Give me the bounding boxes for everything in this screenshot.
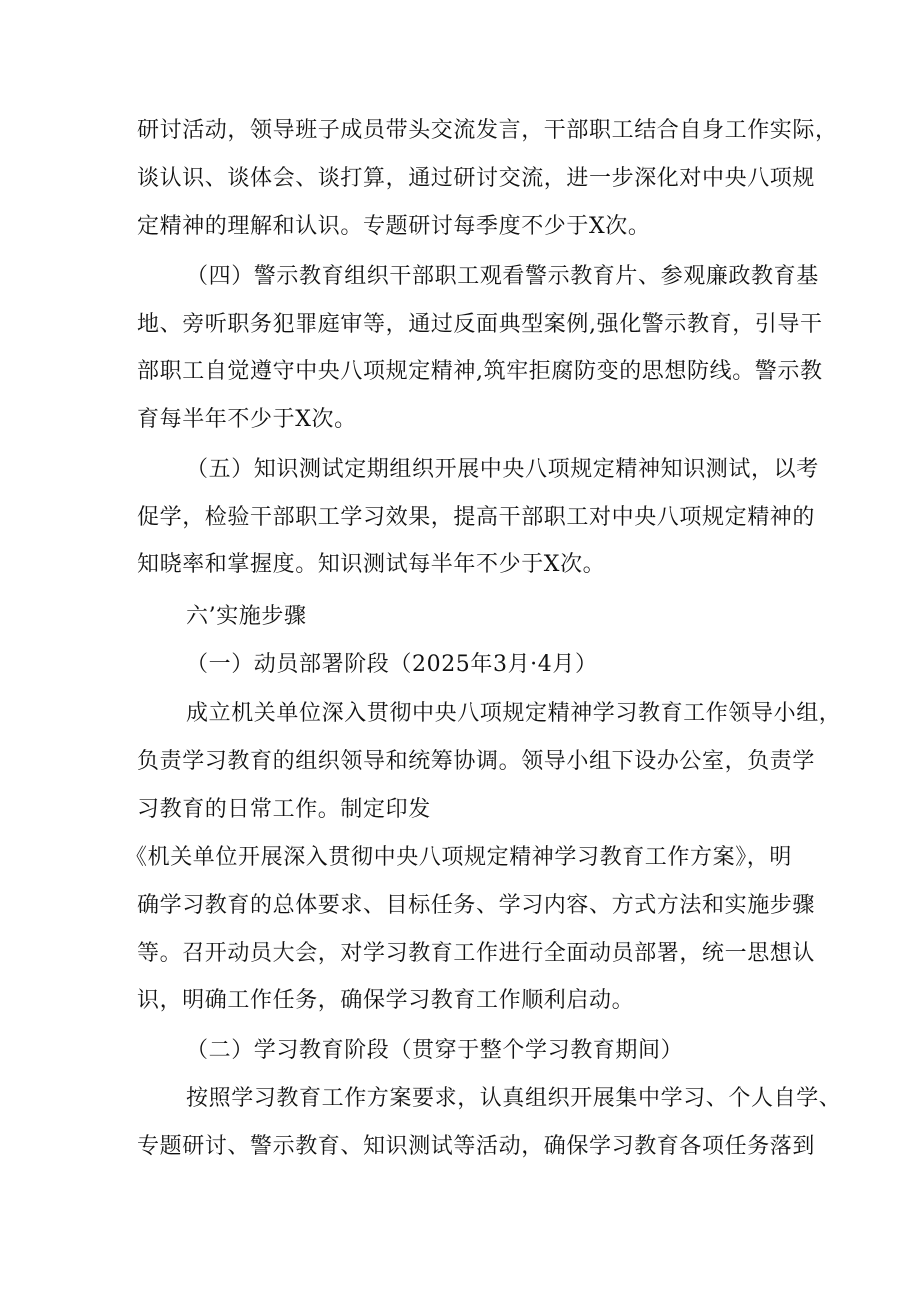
text-line: 识，明确工作任务，确保学习教育工作顺利启动。 <box>137 988 635 1013</box>
text-line: 谈认识、谈体会、谈打算，通过研讨交流，进一步深化对中央八项规 <box>137 166 816 191</box>
text-line: 部职工自觉遵守中央八项规定精神,筑牢拒腐防变的思想防线。警示教 <box>137 359 823 384</box>
text-line: 《机关单位开展深入贯彻中央八项规定精神学习教育工作方案》，明 <box>125 845 793 870</box>
text-line: 按照学习教育工作方案要求，认真组织开展集中学习、个人自学、 <box>186 1086 842 1111</box>
text-line: 地、旁听职务犯罪庭审等，通过反面典型案例,强化警示教育，引导干 <box>137 312 823 337</box>
text-line: 促学，检验干部职工学习效果，提高干部职工对中央八项规定精神的 <box>137 505 816 530</box>
subsection-heading-1: （一）动员部署阶段（2025年3月·4月） <box>186 652 598 677</box>
text-line: 负责学习教育的组织领导和统筹协调。领导小组下设办公室，负责学 <box>137 749 816 774</box>
text-line: 定精神的理解和认识。专题研讨每季度不少于X次。 <box>137 214 651 239</box>
text-line: 研讨活动，领导班子成员带头交流发言，干部职工结合自身工作实际， <box>137 118 838 143</box>
subsection-heading-2: （二）学习教育阶段（贯穿于整个学习教育期间） <box>186 1038 684 1063</box>
text-line: 专题研讨、警示教育、知识测试等活动，确保学习教育各项任务落到 <box>137 1134 816 1159</box>
section-heading-4: （四）警示教育组织干部职工观看警示教育片、参观廉政教育基 <box>186 264 819 289</box>
text-line: 育每半年不少于X次。 <box>137 407 357 432</box>
chapter-heading: 六’实施步骤 <box>186 604 307 629</box>
section-heading-5: （五）知识测试定期组织开展中央八项规定精神知识测试，以考 <box>186 457 819 482</box>
text-line: 确学习教育的总体要求、目标任务、学习内容、方式方法和实施步骤 <box>137 893 816 918</box>
text-line: 知晓率和掌握度。知识测试每半年不少于X次。 <box>137 552 606 577</box>
text-line: 习教育的日常工作。制定印发 <box>137 797 431 822</box>
text-line: 等。召开动员大会，对学习教育工作进行全面动员部署，统一思想认 <box>137 941 816 966</box>
text-line: 成立机关单位深入贯彻中央八项规定精神学习教育工作领导小组， <box>186 701 842 726</box>
